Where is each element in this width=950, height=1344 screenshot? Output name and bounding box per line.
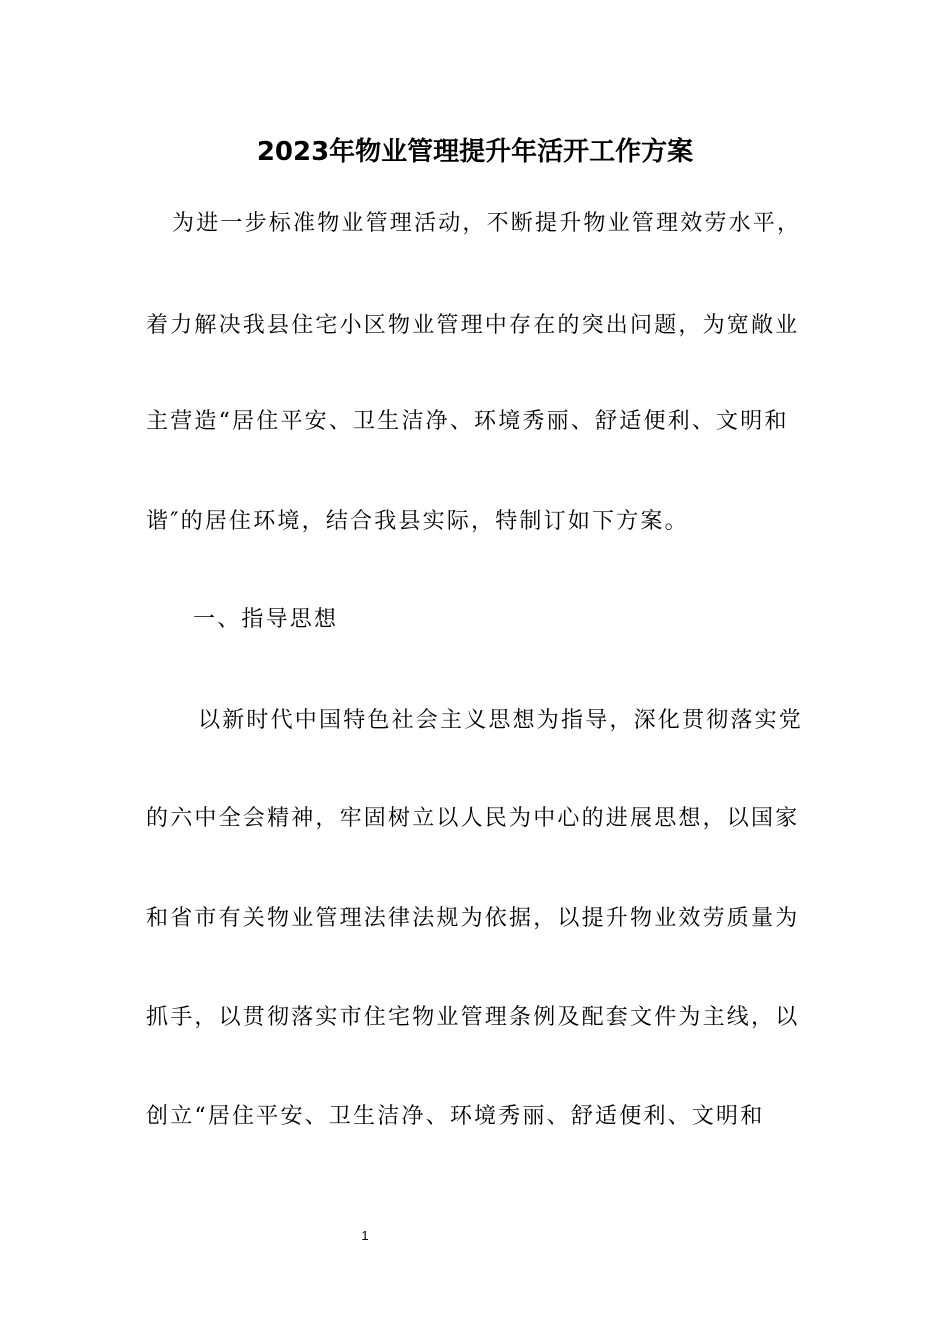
paragraph-line: 为进一步标准物业管理活动，不断提升物业管理效劳水平， — [172, 211, 802, 236]
paragraph-line: 的六中全会精神，牢固树立以人民为中心的进展思想，以国家 — [146, 806, 800, 831]
paragraph-line: 谐″的居住环境，结合我县实际，特制订如下方案。 — [146, 509, 689, 534]
paragraph-line: 以新时代中国特色社会主义思想为指导，深化贯彻落实党 — [198, 708, 804, 733]
section-heading: 一、指导思想 — [193, 607, 339, 632]
paragraph-line: 着力解决我县住宅小区物业管理中存在的突出问题，为宽敞业 — [146, 313, 800, 338]
paragraph-line: 和省市有关物业管理法律法规为依据，以提升物业效劳质量为 — [146, 906, 800, 931]
document-title: 2023年物业管理提升年活开工作方案 — [256, 137, 694, 167]
paragraph-line: 创立“居住平安、卫生洁净、环境秀丽、舒适便利、文明和 — [146, 1104, 765, 1129]
page-number: 1 — [361, 1228, 369, 1243]
paragraph-line: 抓手，以贯彻落实市住宅物业管理条例及配套文件为主线，以 — [146, 1005, 800, 1030]
paragraph-line: 主营造“居住平安、卫生洁净、环境秀丽、舒适便利、文明和 — [146, 409, 789, 434]
